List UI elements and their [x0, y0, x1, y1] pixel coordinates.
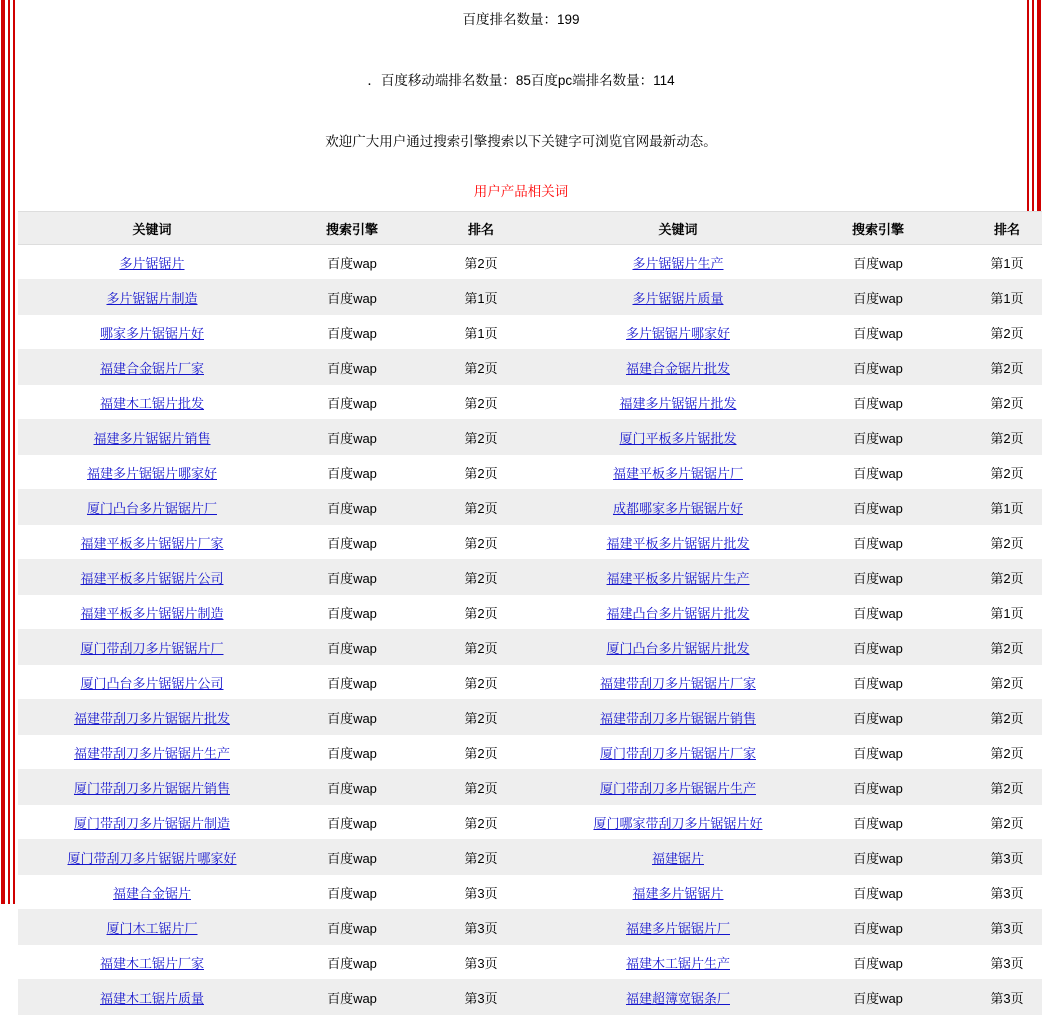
search-engine-cell: 百度wap	[812, 630, 944, 665]
rank-cell: 第2页	[944, 350, 1042, 385]
rail-bar	[13, 0, 15, 904]
keyword-cell	[544, 315, 812, 350]
keyword-cell	[18, 980, 286, 1015]
rank-cell: 第1页	[944, 490, 1042, 525]
keyword-link[interactable]: 福建平板多片锯锯片公司	[80, 570, 224, 586]
keyword-link[interactable]: 福建木工锯片厂家	[99, 955, 204, 971]
keyword-cell	[544, 490, 812, 525]
rank-cell: 第2页	[418, 455, 544, 490]
search-engine-cell: 百度wap	[812, 840, 944, 875]
rank-cell: 第2页	[418, 350, 544, 385]
table-row	[18, 280, 1042, 315]
search-engine-cell: 百度wap	[286, 350, 418, 385]
table-row	[18, 315, 1042, 350]
search-engine-cell: 百度wap	[286, 525, 418, 560]
search-engine-cell: 百度wap	[812, 875, 944, 910]
rank-cell: 第2页	[944, 805, 1042, 840]
header-engine-left: 搜索引擎	[286, 212, 418, 245]
table-row	[18, 945, 1042, 980]
keyword-cell	[544, 420, 812, 455]
search-engine-cell: 百度wap	[812, 350, 944, 385]
rank-cell: 第3页	[944, 980, 1042, 1015]
search-engine-cell: 百度wap	[286, 875, 418, 910]
rank-cell: 第2页	[418, 525, 544, 560]
header-keyword-left: 关键词	[18, 212, 286, 245]
table-row	[18, 980, 1042, 1015]
table-row	[18, 350, 1042, 385]
rank-cell: 第3页	[944, 945, 1042, 980]
rank-cell: 第1页	[944, 280, 1042, 315]
search-engine-cell: 百度wap	[286, 770, 418, 805]
search-engine-cell: 百度wap	[286, 595, 418, 630]
rank-cell: 第3页	[418, 910, 544, 945]
search-engine-cell: 百度wap	[286, 280, 418, 315]
keyword-link[interactable]: 厦门带刮刀多片锯锯片制造	[73, 815, 230, 831]
search-engine-cell: 百度wap	[812, 245, 944, 280]
header-keyword-right: 关键词	[544, 212, 812, 245]
rank-cell: 第2页	[418, 700, 544, 735]
table-row	[18, 700, 1042, 735]
keyword-link[interactable]: 福建平板多片锯锯片厂	[612, 465, 743, 481]
search-engine-cell: 百度wap	[812, 910, 944, 945]
keyword-link[interactable]: 福建平板多片锯锯片生产	[606, 570, 750, 586]
rail-bar	[1, 0, 5, 904]
keyword-link[interactable]: 福建带刮刀多片锯锯片批发	[73, 710, 230, 726]
keyword-cell	[544, 805, 812, 840]
keyword-cell	[544, 630, 812, 665]
search-engine-cell: 百度wap	[286, 910, 418, 945]
rank-cell: 第3页	[944, 910, 1042, 945]
rank-cell: 第3页	[418, 875, 544, 910]
search-engine-cell: 百度wap	[812, 315, 944, 350]
table-row	[18, 840, 1042, 875]
keyword-cell	[18, 840, 286, 875]
rank-cell: 第2页	[944, 665, 1042, 700]
rank-cell: 第3页	[418, 980, 544, 1015]
search-engine-cell: 百度wap	[286, 315, 418, 350]
keyword-link[interactable]: 福建合金锯片厂家	[99, 360, 204, 376]
search-engine-cell: 百度wap	[286, 840, 418, 875]
keyword-link[interactable]: 厦门带刮刀多片锯锯片哪家好	[67, 850, 237, 866]
keyword-cell	[18, 245, 286, 280]
keyword-cell	[18, 315, 286, 350]
keyword-cell	[18, 455, 286, 490]
keyword-cell	[18, 945, 286, 980]
keyword-link[interactable]: 福建木工锯片生产	[625, 955, 730, 971]
search-engine-cell: 百度wap	[286, 945, 418, 980]
keyword-cell	[18, 910, 286, 945]
section-title: 用户产品相关词	[473, 184, 569, 199]
keyword-link[interactable]: 福建凸台多片锯锯片批发	[606, 605, 750, 621]
rank-cell: 第2页	[418, 560, 544, 595]
keyword-link[interactable]: 福建带刮刀多片锯锯片生产	[73, 745, 230, 761]
total-ranking-count: 百度排名数量：199	[462, 12, 580, 27]
search-engine-cell: 百度wap	[812, 770, 944, 805]
keyword-link[interactable]: 福建木工锯片质量	[99, 990, 204, 1006]
rank-cell: 第2页	[418, 665, 544, 700]
search-engine-cell: 百度wap	[812, 665, 944, 700]
keyword-link[interactable]: 厦门哪家带刮刀多片锯锯片好	[593, 815, 763, 831]
keyword-cell	[544, 945, 812, 980]
search-engine-cell: 百度wap	[286, 805, 418, 840]
keyword-link[interactable]: 福建超簿宽锯条厂	[625, 990, 730, 1006]
search-engine-cell: 百度wap	[812, 560, 944, 595]
table-body	[18, 245, 1042, 1015]
keyword-cell	[18, 700, 286, 735]
search-engine-cell: 百度wap	[812, 595, 944, 630]
keyword-link[interactable]: 福建平板多片锯锯片厂家	[80, 535, 224, 551]
keyword-link[interactable]: 福建平板多片锯锯片批发	[606, 535, 750, 551]
keyword-link[interactable]: 成都哪家多片锯锯片好	[612, 500, 743, 516]
search-engine-cell: 百度wap	[812, 455, 944, 490]
header-rank-left: 排名	[418, 212, 544, 245]
table-row	[18, 245, 1042, 280]
keyword-cell	[544, 280, 812, 315]
keyword-link[interactable]: 厦门凸台多片锯锯片公司	[80, 675, 224, 691]
keyword-cell	[18, 420, 286, 455]
content-area	[18, 0, 1024, 1006]
keyword-cell	[544, 910, 812, 945]
keyword-cell	[544, 735, 812, 770]
rank-cell: 第2页	[418, 420, 544, 455]
search-engine-cell: 百度wap	[812, 490, 944, 525]
rank-cell: 第2页	[418, 245, 544, 280]
keyword-link[interactable]: 厦门带刮刀多片锯锯片厂家	[599, 745, 756, 761]
keyword-cell	[18, 280, 286, 315]
rank-cell: 第2页	[944, 385, 1042, 420]
keyword-link[interactable]: 多片锯锯片质量	[632, 290, 724, 306]
keyword-cell	[544, 840, 812, 875]
table-row	[18, 910, 1042, 945]
table-row	[18, 875, 1042, 910]
keyword-cell	[18, 875, 286, 910]
table-row	[18, 560, 1042, 595]
rank-cell: 第2页	[418, 385, 544, 420]
rank-cell: 第2页	[944, 315, 1042, 350]
rank-cell: 第3页	[944, 875, 1042, 910]
keyword-link[interactable]: 厦门带刮刀多片锯锯片厂	[80, 640, 224, 656]
keyword-link[interactable]: 多片锯锯片	[119, 255, 185, 271]
header-rank-right: 排名	[944, 212, 1042, 245]
left-decorative-rail	[0, 0, 16, 904]
rank-cell: 第2页	[944, 455, 1042, 490]
search-engine-cell: 百度wap	[812, 280, 944, 315]
keyword-link[interactable]: 福建平板多片锯锯片制造	[80, 605, 224, 621]
rank-cell: 第1页	[418, 315, 544, 350]
search-engine-cell: 百度wap	[286, 455, 418, 490]
keyword-link[interactable]: 多片锯锯片生产	[632, 255, 724, 271]
rank-cell: 第2页	[418, 840, 544, 875]
keyword-cell	[18, 805, 286, 840]
ranking-split-count: ．百度移动端排名数量：85百度pc端排名数量：114	[367, 73, 675, 88]
rank-cell: 第2页	[418, 595, 544, 630]
rank-cell: 第2页	[944, 770, 1042, 805]
search-engine-cell: 百度wap	[286, 385, 418, 420]
table-row	[18, 490, 1042, 525]
keyword-cell	[544, 595, 812, 630]
rank-cell: 第1页	[944, 245, 1042, 280]
keyword-cell	[18, 525, 286, 560]
table-row	[18, 770, 1042, 805]
keyword-link[interactable]: 福建锯片	[651, 850, 704, 866]
keyword-link[interactable]: 福建带刮刀多片锯锯片厂家	[599, 675, 756, 691]
keyword-link[interactable]: 福建多片锯锯片批发	[619, 395, 737, 411]
search-engine-cell: 百度wap	[812, 700, 944, 735]
table-row	[18, 385, 1042, 420]
keyword-cell	[544, 455, 812, 490]
keyword-link[interactable]: 厦门平板多片锯批发	[619, 430, 737, 446]
rank-cell: 第1页	[418, 280, 544, 315]
keyword-link[interactable]: 多片锯锯片哪家好	[625, 325, 730, 341]
rank-cell: 第2页	[944, 735, 1042, 770]
keyword-link[interactable]: 厦门带刮刀多片锯锯片销售	[73, 780, 230, 796]
keyword-link[interactable]: 厦门凸台多片锯锯片厂	[86, 500, 217, 516]
rank-cell: 第2页	[944, 630, 1042, 665]
search-engine-cell: 百度wap	[286, 980, 418, 1015]
keyword-link[interactable]: 多片锯锯片制造	[106, 290, 198, 306]
keyword-link[interactable]: 福建带刮刀多片锯锯片销售	[599, 710, 756, 726]
table-row	[18, 630, 1042, 665]
keyword-cell	[544, 875, 812, 910]
table-row	[18, 665, 1042, 700]
keyword-link[interactable]: 福建多片锯锯片	[632, 885, 724, 901]
intro-text: 欢迎广大用户通过搜索引擎搜索以下关键字可浏览官网最新动态。	[325, 134, 717, 149]
table-header-row	[18, 212, 1042, 245]
search-engine-cell: 百度wap	[286, 665, 418, 700]
keyword-cell	[18, 490, 286, 525]
search-engine-cell: 百度wap	[286, 735, 418, 770]
table-row	[18, 805, 1042, 840]
search-engine-cell: 百度wap	[286, 490, 418, 525]
keyword-cell	[18, 770, 286, 805]
keyword-link[interactable]: 厦门带刮刀多片锯锯片生产	[599, 780, 756, 796]
rail-bar	[8, 0, 10, 904]
table-row	[18, 595, 1042, 630]
keyword-link[interactable]: 厦门凸台多片锯锯片批发	[606, 640, 750, 656]
search-engine-cell: 百度wap	[286, 700, 418, 735]
rank-cell: 第3页	[944, 840, 1042, 875]
keyword-link[interactable]: 福建多片锯锯片哪家好	[86, 465, 217, 481]
search-engine-cell: 百度wap	[286, 420, 418, 455]
keyword-cell	[544, 560, 812, 595]
table-row	[18, 525, 1042, 560]
keyword-link[interactable]: 哪家多片锯锯片好	[99, 325, 204, 341]
rank-cell: 第2页	[944, 525, 1042, 560]
search-engine-cell: 百度wap	[812, 805, 944, 840]
search-engine-cell: 百度wap	[812, 420, 944, 455]
search-engine-cell: 百度wap	[812, 980, 944, 1015]
keyword-link[interactable]: 福建合金锯片批发	[625, 360, 730, 376]
keyword-link[interactable]: 福建多片锯锯片厂	[625, 920, 730, 936]
search-engine-cell: 百度wap	[286, 560, 418, 595]
search-engine-cell: 百度wap	[812, 945, 944, 980]
search-engine-cell: 百度wap	[812, 385, 944, 420]
keyword-cell	[18, 560, 286, 595]
keyword-cell	[544, 350, 812, 385]
rank-cell: 第2页	[418, 630, 544, 665]
table-row	[18, 420, 1042, 455]
keyword-cell	[18, 350, 286, 385]
keyword-cell	[544, 700, 812, 735]
keyword-cell	[18, 665, 286, 700]
keyword-cell	[544, 385, 812, 420]
keyword-link[interactable]: 福建合金锯片	[112, 885, 191, 901]
keyword-cell	[544, 665, 812, 700]
keyword-cell	[544, 980, 812, 1015]
keyword-cell	[544, 525, 812, 560]
table-row	[18, 735, 1042, 770]
header-engine-right: 搜索引擎	[812, 212, 944, 245]
keyword-link[interactable]: 福建木工锯片批发	[99, 395, 204, 411]
rank-cell: 第2页	[944, 420, 1042, 455]
rank-cell: 第2页	[418, 770, 544, 805]
rank-cell: 第2页	[418, 805, 544, 840]
search-engine-cell: 百度wap	[812, 525, 944, 560]
keyword-cell	[18, 630, 286, 665]
rank-cell: 第2页	[418, 735, 544, 770]
keyword-cell	[544, 245, 812, 280]
rank-cell: 第2页	[944, 560, 1042, 595]
keyword-link[interactable]: 厦门木工锯片厂	[106, 920, 198, 936]
search-engine-cell: 百度wap	[286, 630, 418, 665]
search-engine-cell: 百度wap	[812, 735, 944, 770]
search-engine-cell: 百度wap	[286, 245, 418, 280]
keyword-ranking-table	[18, 211, 1042, 1015]
keyword-cell	[18, 735, 286, 770]
rank-cell: 第3页	[418, 945, 544, 980]
keyword-cell	[18, 595, 286, 630]
table-row	[18, 455, 1042, 490]
rank-cell: 第1页	[944, 595, 1042, 630]
keyword-cell	[544, 770, 812, 805]
rank-cell: 第2页	[418, 490, 544, 525]
keyword-link[interactable]: 福建多片锯锯片销售	[93, 430, 211, 446]
rank-cell: 第2页	[944, 700, 1042, 735]
keyword-cell	[18, 385, 286, 420]
